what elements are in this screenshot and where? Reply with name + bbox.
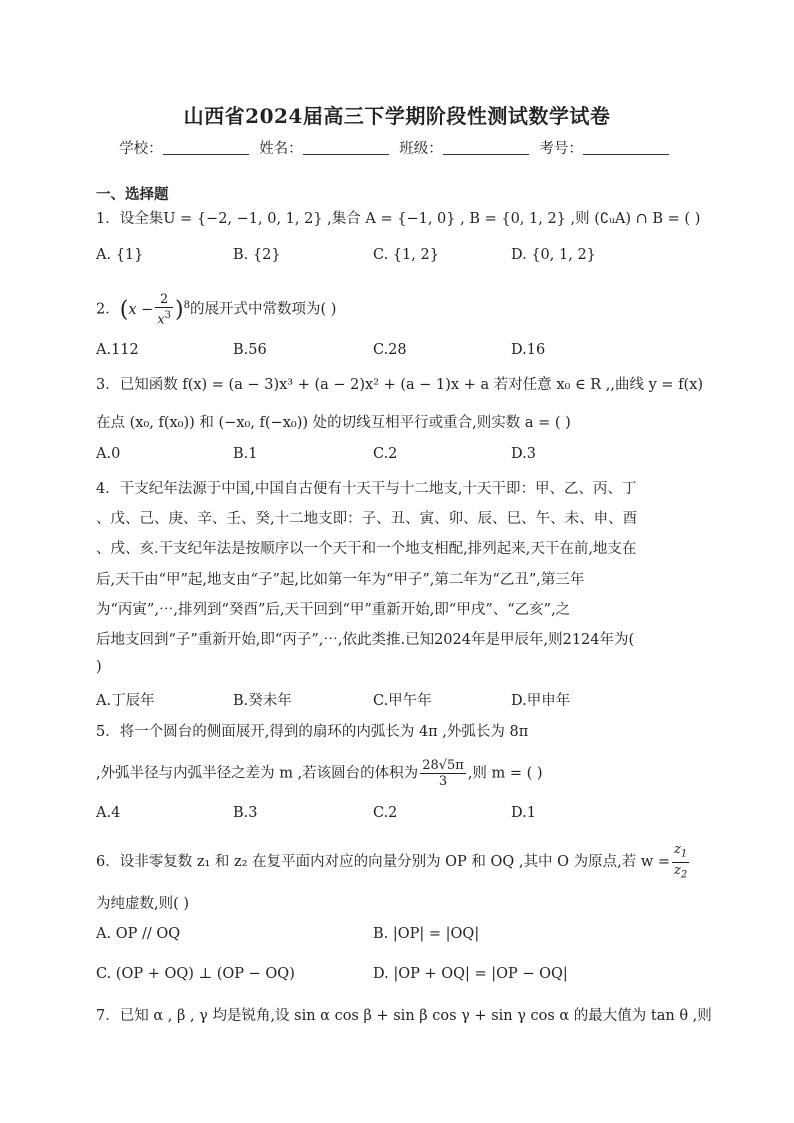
q6-line-1a: 6．设非零复数 z₁ 和 z₂ 在复平面内对应的向量分别为 OP 和 OQ ,其中 O 为原点,若 w =: [96, 854, 671, 871]
q4-option-d[interactable]: D.甲申年: [511, 693, 571, 709]
q5-line-2: [96, 758, 543, 789]
q4-option-a[interactable]: A.丁辰年: [96, 693, 155, 709]
q4-line-1: 4．干支纪年法源于中国,中国自古便有十天干与十二地支,十天干即：甲、乙、丙、丁: [96, 481, 637, 497]
q1-stem: 1．设全集U = {−2, −1, 0, 1, 2} ,集合 A = {−1, 0} , B = {0, 1, 2} ,则 (∁ᵤA) ∩ B = ( ): [96, 211, 701, 227]
student-info-line: [0, 137, 794, 158]
q5-line-1: 5．将一个圆台的侧面展开,得到的扇环的内弧长为 4π ,外弧长为 8π: [96, 724, 529, 740]
q3-option-c[interactable]: C.2: [373, 446, 398, 462]
q5-line-2b: ,则 m = ( ): [467, 765, 543, 782]
number-label: 考号：: [539, 141, 583, 157]
q1-option-a[interactable]: A. {1}: [96, 247, 144, 263]
q3-option-d[interactable]: D.3: [511, 446, 536, 462]
school-label: 学校：: [119, 141, 163, 157]
school-blank[interactable]: [163, 140, 249, 155]
q6-option-d[interactable]: D. |OP + OQ| = |OP − OQ|: [373, 966, 568, 982]
q4-line-6: 后地支回到“子”重新开始,即“丙子”,⋯,依此类推.已知2024年是甲辰年,则2124年为(: [96, 632, 635, 648]
q4-line-2: 、戊、己、庚、辛、壬、癸,十二地支即：子、丑、寅、卯、辰、巳、午、未、申、酉: [96, 511, 638, 527]
q5-option-c[interactable]: C.2: [373, 805, 398, 821]
q6-option-a[interactable]: A. OP // OQ: [96, 926, 181, 942]
q6-option-c[interactable]: C. (OP + OQ) ⊥ (OP − OQ): [96, 966, 295, 982]
name-blank[interactable]: [303, 140, 389, 155]
q2-number: 2．: [96, 301, 120, 318]
q6-w-fraction: $\frac{z_1}{z_2}$: [674, 842, 688, 881]
q5-option-b[interactable]: B.3: [233, 805, 258, 821]
q2-option-a[interactable]: A.112: [96, 342, 139, 358]
q3-option-a[interactable]: A.0: [96, 446, 121, 462]
q4-line-3: 、戌、亥.干支纪年法是按顺序以一个天干和一个地支相配,排列起来,天干在前,地支在: [96, 541, 637, 557]
q1-option-b[interactable]: B. {2}: [233, 247, 281, 263]
q6-line-1: [96, 842, 691, 882]
q2-tail: 的展开式中常数项为( ): [189, 301, 337, 318]
q2-option-d[interactable]: D.16: [511, 342, 546, 358]
q5-volume-fraction: $\frac{28√5\pi}{3}$: [422, 758, 464, 789]
class-blank[interactable]: [443, 140, 529, 155]
class-label: 班级：: [399, 141, 443, 157]
q1-option-d[interactable]: D. {0, 1, 2}: [511, 247, 596, 263]
q4-line-5: 为“丙寅”,⋯,排列到“癸酉”后,天干回到“甲”重新开始,即“甲戌”、“乙亥”,之: [96, 602, 571, 618]
q3-line-2: 在点 (x₀, f(x₀)) 和 (−x₀, f(−x₀)) 处的切线互相平行或重合,则实数 a = ( ): [96, 415, 571, 431]
q3-line-1: 3．已知函数 f(x) = (a − 3)x³ + (a − 2)x² + (a − 1)x + a 若对任意 x₀ ∈ R ,,曲线 y = f(x): [96, 377, 704, 393]
q2-stem: [96, 292, 336, 327]
q5-line-2a: ,外弧半径与内弧半径之差为 m ,若该圆台的体积为: [96, 765, 419, 782]
q5-option-a[interactable]: A.4: [96, 805, 121, 821]
q2-option-c[interactable]: C.28: [373, 342, 407, 358]
q6-option-b[interactable]: B. |OP| = |OQ|: [373, 926, 480, 942]
number-blank[interactable]: [583, 140, 669, 155]
q4-line-4: 后,天干由“甲”起,地支由“子”起,比如第一年为“甲子”,第二年为“乙丑”,第三年: [96, 572, 585, 588]
q7-line-1: 7．已知 α , β , γ 均是锐角,设 sin α cos β + sin β cos γ + sin γ cos α 的最大值为 tan θ ,则: [96, 1008, 712, 1024]
section-heading: 一、选择题: [96, 186, 169, 203]
q2-formula: (x − $\frac{2}{x^3}$ )$^8$: [119, 292, 190, 328]
page-title: 山西省2024届高三下学期阶段性测试数学试卷: [183, 104, 611, 128]
q4-option-c[interactable]: C.甲午年: [373, 693, 432, 709]
q4-option-b[interactable]: B.癸未年: [233, 693, 292, 709]
name-label: 姓名：: [259, 141, 303, 157]
q1-option-c[interactable]: C. {1, 2}: [373, 247, 439, 263]
q4-line-7: ): [96, 659, 102, 675]
q3-option-b[interactable]: B.1: [233, 446, 258, 462]
q6-line-2: 为纯虚数,则( ): [96, 896, 190, 912]
q5-option-d[interactable]: D.1: [511, 805, 536, 821]
q2-option-b[interactable]: B.56: [233, 342, 267, 358]
